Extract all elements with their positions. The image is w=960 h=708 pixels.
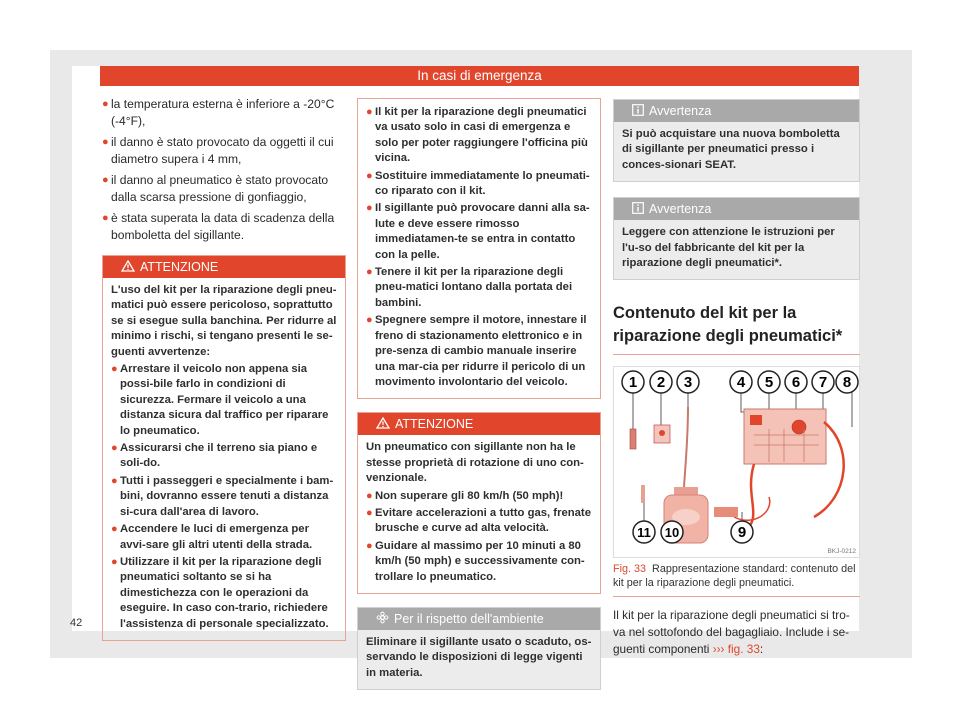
warning-box <box>102 255 346 641</box>
section-title: Contenuto del kit per la riparazione degli pneumatici* <box>613 302 860 355</box>
bullet-icon: ● <box>366 489 373 502</box>
list-item: ● la temperatura esterna è inferiore a -20°C (-4°F), <box>102 97 335 128</box>
list-item: ● Assicurarsi che il terreno sia piano e soli-do. <box>111 442 318 470</box>
list-item: ● Sostituire immediatamente lo pneumati-co riparato con il kit. <box>366 169 590 198</box>
figure-tyre-repair-kit <box>613 366 860 558</box>
callout-9 <box>731 521 753 543</box>
warning-triangle-icon <box>121 260 135 272</box>
bullet-icon: ● <box>366 266 373 279</box>
list-item: ● Utilizzare il kit per la riparazione degli pneumatici soltanto se si ha dimestichezza con le operazioni da eseguire. In caso con-trario, richiedere l'assistenza di personale specializzato. <box>111 555 329 630</box>
list-item: ● Guidare al massimo per 10 minuti a 80 km/h (50 mph) e successivamente con-trollare lo pneumatico. <box>366 539 585 583</box>
info-icon <box>632 202 644 214</box>
svg-text:4: 4 <box>736 374 746 392</box>
body-paragraph: Il kit per la riparazione degli pneumatici si tro-va nel sottofondo del bagagliaio. Include i se-guenti componenti ››› fig. 33: <box>613 608 850 657</box>
warning-header: ATTENZIONE <box>103 256 345 278</box>
note-header: Avvertenza <box>614 100 859 122</box>
svg-text:5: 5 <box>764 374 774 392</box>
list-item: ● Accendere le luci di emergenza per avvi-sare gli altri utenti della strada. <box>111 523 313 551</box>
callout-11 <box>633 521 655 543</box>
svg-text:2: 2 <box>656 374 666 392</box>
bullet-icon: ● <box>366 106 373 118</box>
warning-body: L'uso del kit per la riparazione degli pneu-matici può essere pericoloso, soprattutto se si esegue sulla banchina. Per ridurre al minimo i rischi, si tengano presenti le se-guenti avvertenze: ● Arrestare il veicolo non appena sia possi-bile farlo in condizioni di sicurezza. Fermare il veicolo a una distanza sicura dal traffico per riparare lo pneumatico. ● Assicurarsi che il terreno sia piano e soli-do. ● Tutti i passeggeri e specialmente i bam-bini, dovranno essere tenuti a distanza si-cura dall'area di lavoro. ● Accendere le luci di emergenza per avvi-sare gli altri utenti della strada. ● Utilizzare il kit per la riparazione degli pneumatici soltanto se si ha dimestichezza con le operazioni da eseguire. In caso con-trario, richiedere l'assistenza di personale specializzato. <box>103 278 345 640</box>
page-number: 42 <box>70 617 83 629</box>
bullet-icon: ● <box>366 202 373 215</box>
environment-flower-icon <box>376 611 389 624</box>
bullet-icon: ● <box>111 442 118 455</box>
warning-continued-box <box>357 98 601 399</box>
environment-body: Eliminare il sigillante usato o scaduto, os-servando le disposizioni di legge vigenti in materia. <box>366 635 592 679</box>
callout-6 <box>785 371 807 393</box>
warning-continued-body <box>358 99 600 398</box>
svg-text:7: 7 <box>818 374 828 392</box>
list-item: ● Tenere il kit per la riparazione degli pneu-matici lontano dalla portata dei bambini. <box>366 266 573 309</box>
warning-body: Un pneumatico con sigillante non ha le stesse proprietà di rotazione di uno con-venzionale. ● Non superare gli 80 km/h (50 mph)! ● Evitare accelerazioni a tutto gas, frenate brusche e curve ad alta velocità. ● Guidare al massimo per 10 minuti a 80 km/h (50 mph) e successivamente con-trollare lo pneumatico. <box>358 435 600 593</box>
bullet-icon: ● <box>102 98 109 110</box>
callout-3 <box>677 371 699 393</box>
callout-4 <box>730 371 752 393</box>
svg-text:3: 3 <box>683 374 693 392</box>
warning-box-2 <box>357 412 601 594</box>
tyre-repair-kit-illustration <box>614 367 859 557</box>
note-box <box>613 197 860 280</box>
bullet-icon: ● <box>366 314 373 327</box>
list-item: ● il danno è stato provocato da oggetti il cui diametro supera i 4 mm, <box>102 135 334 166</box>
svg-text:10: 10 <box>664 525 680 541</box>
callout-1 <box>622 371 644 393</box>
bullet-icon: ● <box>111 474 118 487</box>
figure-code: BKJ-0212 <box>827 548 856 556</box>
note-body: Leggere con attenzione le istruzioni per l'u-so del fabbricante del kit per la riparazione degli pneumatici*. <box>622 226 835 270</box>
figure-caption: Fig. 33 Rappresentazione standard: contenuto del kit per la riparazione degli pneumatici. <box>613 563 860 597</box>
list-item: ● Tutti i passeggeri e specialmente i bam-bini, dovranno essere tenuti a distanza si-cura dall'area di lavoro. <box>111 474 334 518</box>
list-item: ● Arrestare il veicolo non appena sia possi-bile farlo in condizioni di sicurezza. Fermare il veicolo a una distanza sicura dal traffico per riparare lo pneumatico. <box>111 363 329 437</box>
warning-triangle-icon <box>376 417 390 429</box>
svg-text:1: 1 <box>628 374 638 392</box>
callout-7 <box>812 371 834 393</box>
list-item: ● Evitare accelerazioni a tutto gas, frenate brusche e curve ad alta velocità. <box>366 506 591 535</box>
warning-header: ATTENZIONE <box>358 413 600 435</box>
callout-5 <box>758 371 780 393</box>
bullet-icon: ● <box>111 555 118 568</box>
callout-8 <box>836 371 858 393</box>
column-right <box>613 99 860 662</box>
note-header: Avvertenza <box>614 198 859 220</box>
bullet-icon: ● <box>102 212 109 224</box>
callout-2 <box>650 371 672 393</box>
svg-text:8: 8 <box>842 374 852 392</box>
figure-label: Fig. 33 <box>613 563 647 576</box>
bullet-icon: ● <box>366 539 373 552</box>
svg-text:9: 9 <box>737 524 747 542</box>
note-box <box>613 99 860 182</box>
figure-reference-link[interactable]: ››› fig. 33 <box>712 642 760 657</box>
list-item: ● il danno al pneumatico è stato provocato dalla scarsa pressione di gonfiaggio, <box>102 173 329 204</box>
note-body: Si può acquistare una nuova bomboletta di sigillante per pneumatici presso i conces-sionari SEAT. <box>622 128 840 171</box>
list-item: ● è stata superata la data di scadenza della bomboletta del sigillante. <box>102 211 335 242</box>
list-item: ● Spegnere sempre il motore, innestare il freno di stazionamento elettronico e in pre-senza di cambio manuale inserire una mar-cia per ridurre il pericolo di un movimento involontario del veicolo. <box>366 314 587 388</box>
list-item: ● Il kit per la riparazione degli pneumatici va usato solo in casi di emergenza e solo per poter raggiungere l'officina più vicina. <box>366 106 588 165</box>
bullet-icon: ● <box>102 174 109 186</box>
environment-header: Per il rispetto dell'ambiente <box>358 608 600 630</box>
bullet-icon: ● <box>366 169 373 182</box>
list-item: ● Il sigillante può provocare danni alla sa-lute e deve essere rimosso immediatamen-te se entra in contatto con la pelle. <box>366 202 590 261</box>
list-item: ● Non superare gli 80 km/h (50 mph)! <box>366 489 592 504</box>
info-icon <box>632 104 644 116</box>
environment-box <box>357 607 601 690</box>
svg-text:6: 6 <box>791 374 801 392</box>
column-middle <box>357 98 601 690</box>
bullet-icon: ● <box>111 363 118 376</box>
chapter-header: In casi di emergenza <box>100 66 859 86</box>
svg-text:11: 11 <box>637 525 651 541</box>
bullet-icon: ● <box>366 506 373 519</box>
callout-10 <box>661 521 683 543</box>
column-left <box>102 96 346 641</box>
bullet-icon: ● <box>102 136 109 148</box>
bullet-icon: ● <box>111 523 118 536</box>
